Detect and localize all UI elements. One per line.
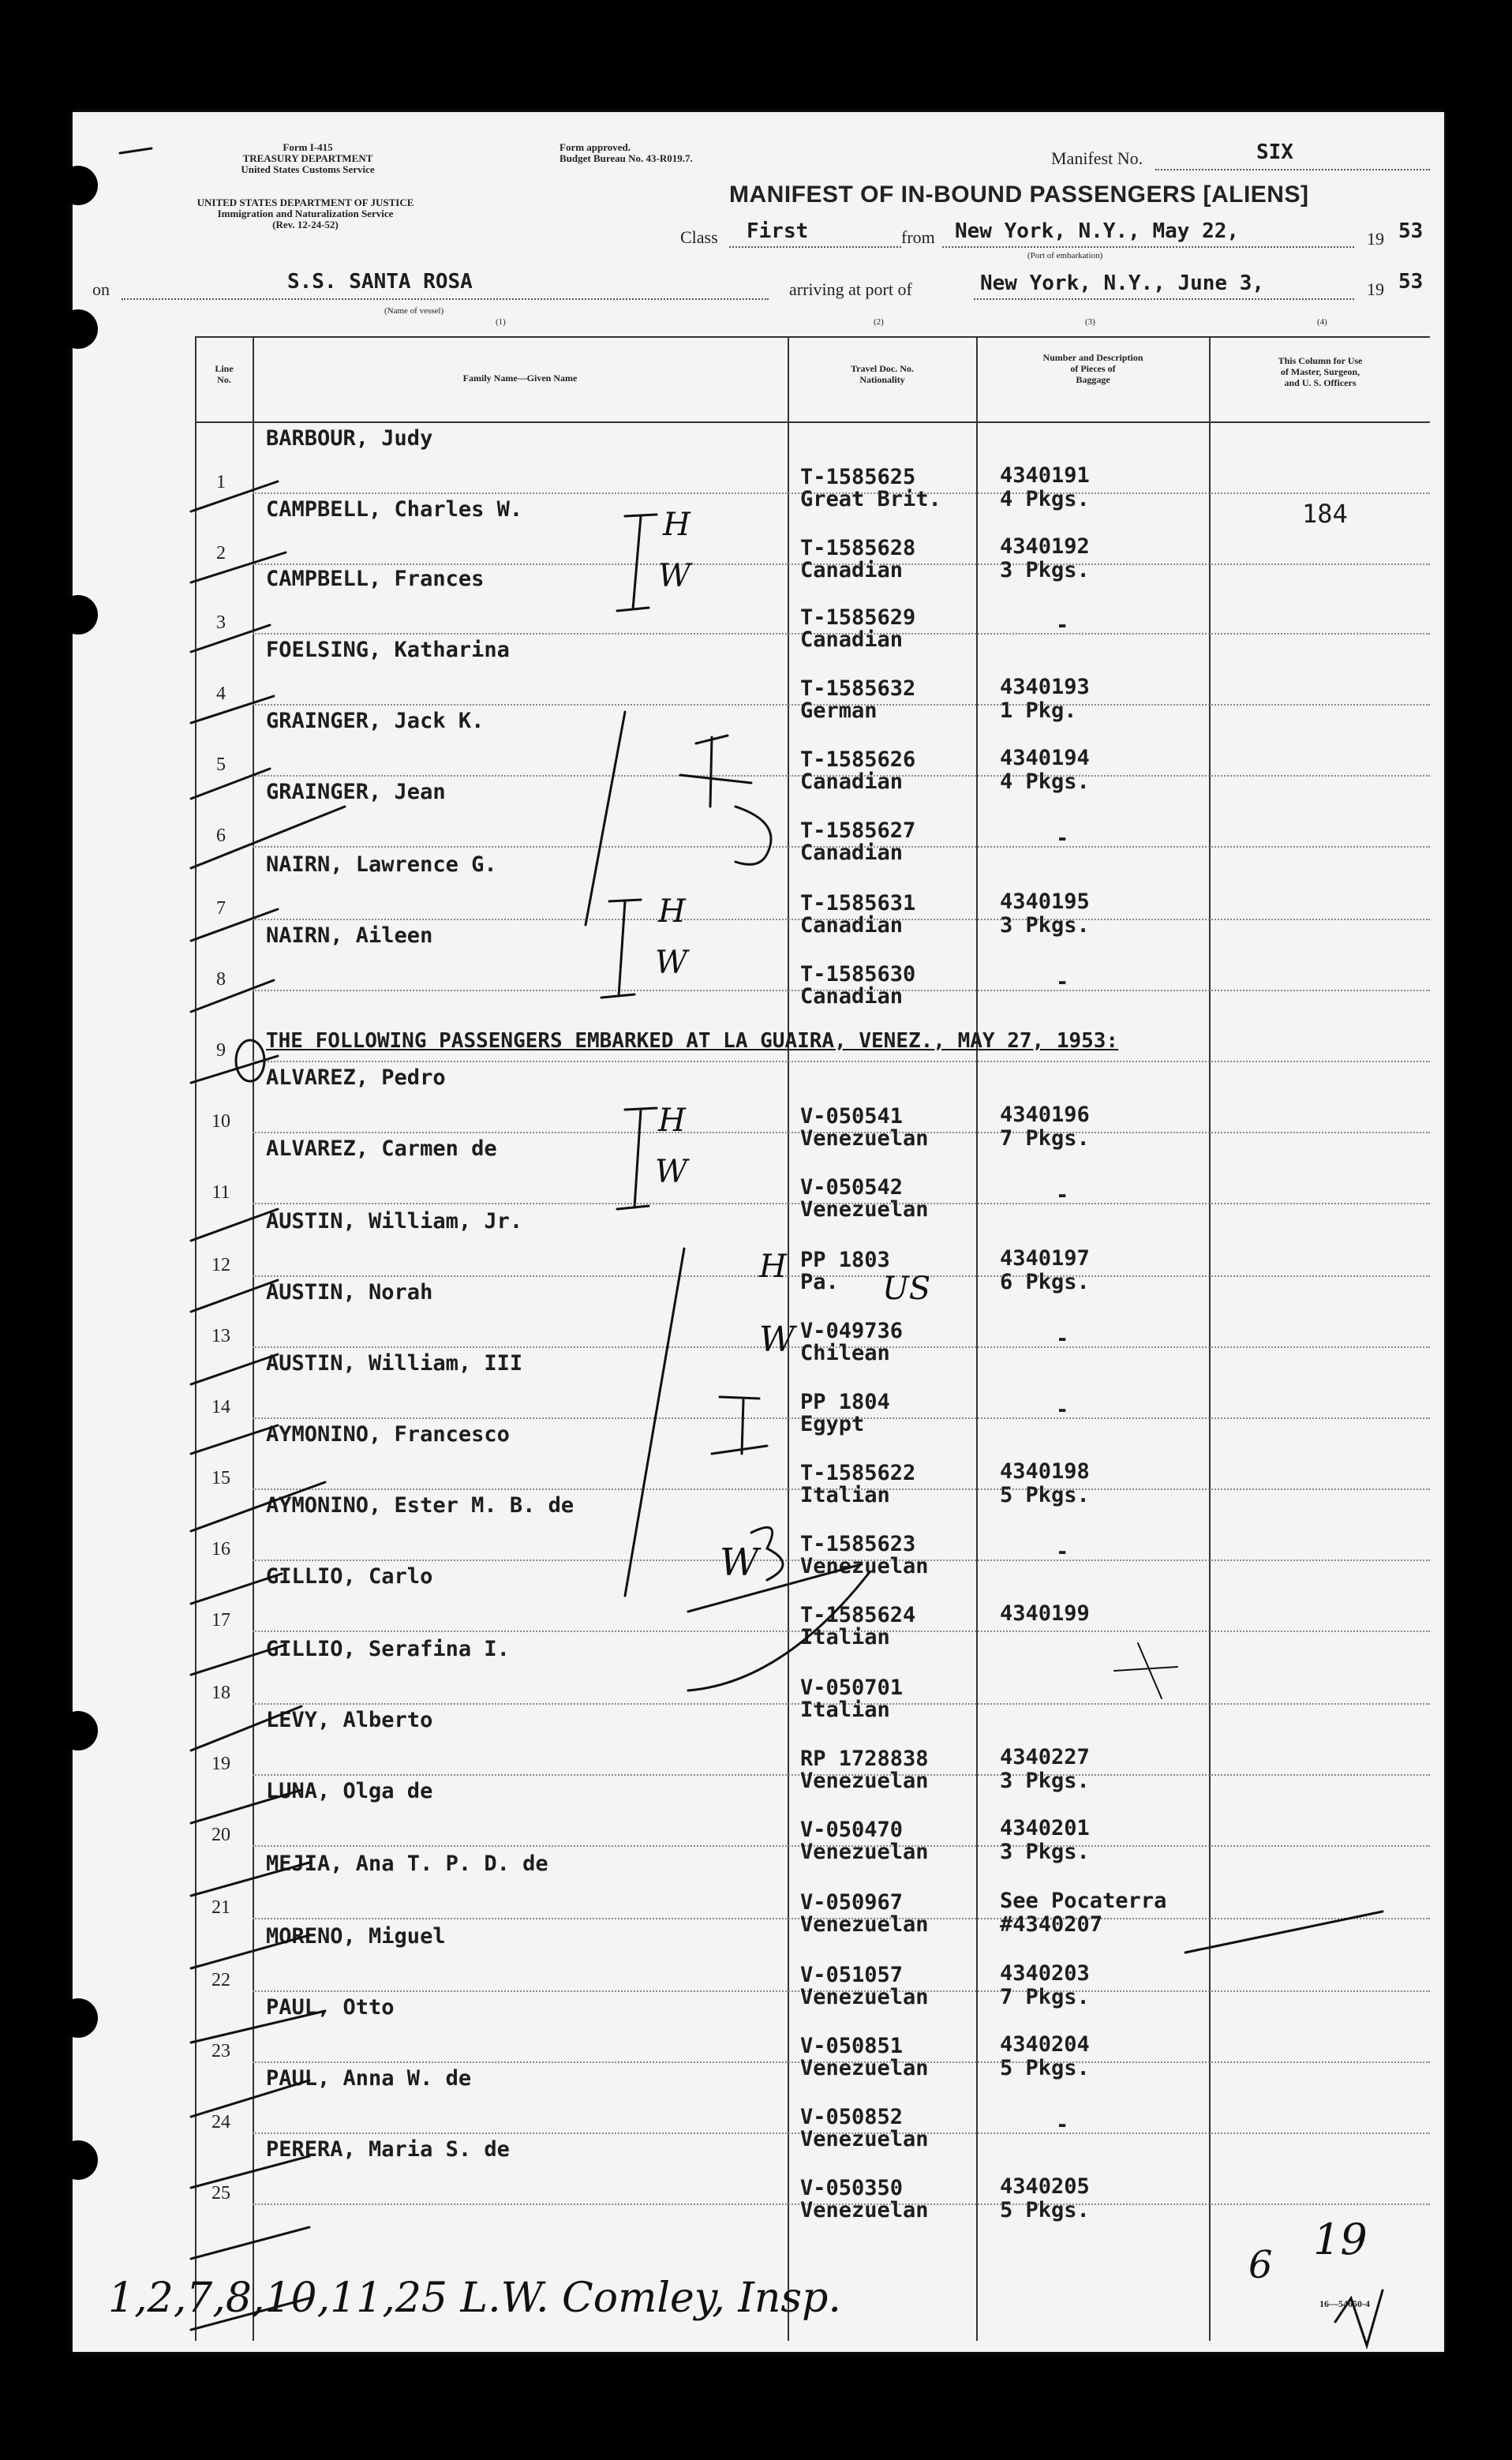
nationality: Egypt [800, 1412, 865, 1436]
arrival-year-prefix: 19 [1367, 279, 1384, 299]
travel-doc-no: T-1585624 [800, 1603, 916, 1627]
check-mark [191, 1209, 278, 1241]
passenger-name: NAIRN, Lawrence G. [266, 852, 497, 877]
justice-dept: UNITED STATES DEPARTMENT OF JUSTICE Immigration and Naturalization Service (Rev. 12-24-52) [196, 197, 414, 230]
travel-doc-no: T-1585626 [800, 747, 916, 772]
travel-doc-no: T-1585627 [800, 818, 916, 843]
pen-stroke [680, 736, 751, 807]
line-number: 16 [211, 1539, 230, 1559]
side-note-19: 19 [1313, 2215, 1368, 2264]
baggage-pieces: 4 Pkgs. [1000, 769, 1090, 794]
check-mark [191, 769, 270, 799]
travel-doc-no: V-050541 [800, 1104, 904, 1129]
passenger-name: MORENO, Miguel [266, 1924, 446, 1949]
ih-mark-w: W [759, 1320, 795, 1360]
nationality: Italian [800, 1483, 890, 1507]
travel-doc-no: T-1585622 [800, 1461, 916, 1485]
line-number: 10 [211, 1111, 230, 1132]
line-number: 4 [216, 683, 226, 704]
inspector-signature: 1,2,7,8,10,11,25 L.W. Comley, Insp. [108, 2275, 841, 2322]
passenger-name: AUSTIN, Norah [266, 1280, 433, 1305]
baggage-pieces: 5 Pkgs. [1000, 2056, 1090, 2080]
check-mark [191, 1354, 278, 1384]
travel-doc-no: T-1585632 [800, 676, 916, 701]
line-number: 19 [211, 1754, 230, 1774]
check-mark [191, 980, 274, 1012]
side-note-6: 6 [1248, 2243, 1273, 2287]
col-header-name: Family Name—Given Name [462, 373, 578, 384]
travel-doc-no: V-051057 [800, 1963, 904, 1987]
from-year: 53 [1398, 219, 1424, 243]
line-number: 5 [216, 754, 226, 775]
nationality: Venezuelan [800, 1912, 929, 1937]
passenger-name: PAUL, Anna W. de [266, 2066, 472, 2091]
nationality: German [800, 698, 878, 723]
travel-doc-no: V-049736 [800, 1319, 904, 1343]
line-number: 9 [216, 1040, 226, 1061]
baggage-number: 4340195 [1000, 889, 1090, 914]
baggage-number: - [1056, 1398, 1069, 1422]
baggage-number: 4340203 [1000, 1961, 1090, 1986]
travel-doc-no: V-050350 [800, 2176, 904, 2200]
line-number: 7 [216, 898, 226, 919]
check-mark [191, 1425, 278, 1454]
passenger-name: ALVAREZ, Carmen de [266, 1136, 497, 1161]
nationality: Chilean [800, 1341, 890, 1365]
nationality: Canadian [800, 984, 904, 1009]
check-mark [191, 909, 278, 941]
baggage-number: 4340201 [1000, 1816, 1090, 1840]
baggage-number: - [1056, 826, 1069, 851]
travel-doc-no: T-1585625 [800, 465, 916, 489]
passenger-name: AYMONINO, Francesco [266, 1422, 510, 1447]
nationality: Canadian [800, 841, 904, 865]
ih-mark-h: H [663, 507, 691, 543]
baggage-pieces: 3 Pkgs. [1000, 558, 1090, 582]
travel-doc-no: PP 1804 [800, 1390, 890, 1414]
line-number: 18 [211, 1683, 230, 1703]
check-mark [191, 2080, 309, 2117]
travel-doc-no: V-050542 [800, 1175, 904, 1200]
baggage-pieces: 3 Pkgs. [1000, 1840, 1090, 1864]
form-id: Form I-415 TREASURY DEPARTMENT United States Customs Service [241, 141, 375, 175]
col-num-2: (2) [874, 317, 884, 327]
baggage-pieces: 7 Pkgs. [1000, 1985, 1090, 2009]
vessel-name: S.S. SANTA ROSA [287, 270, 473, 294]
baggage-number: - [1056, 2113, 1069, 2137]
nationality: Venezuelan [800, 1126, 929, 1151]
pen-stroke [688, 1572, 870, 1691]
line-number: 22 [211, 1970, 230, 1990]
nationality: Venezuelan [800, 2198, 929, 2222]
baggage-number: See Pocaterra [1000, 1889, 1167, 1913]
form-approval: Form approved. Budget Bureau No. 43-R019.7. [560, 141, 693, 164]
line-number: 23 [211, 2041, 230, 2061]
ih-mark-w: W [655, 945, 688, 981]
passenger-name: PAUL, Otto [266, 1995, 395, 2020]
baggage-number: 4340194 [1000, 746, 1090, 770]
col-header-officers: This Column for Use of Master, Surgeon, and U. S. Officers [1278, 355, 1363, 388]
nationality: Venezuelan [800, 1554, 929, 1578]
travel-doc-no: T-1585629 [800, 605, 916, 630]
passenger-name: GRAINGER, Jack K. [266, 709, 485, 733]
pen-stroke [586, 712, 625, 925]
line-number: 12 [211, 1255, 230, 1275]
nationality: Canadian [800, 558, 904, 582]
check-mark [191, 1706, 301, 1750]
baggage-number: 4340198 [1000, 1459, 1090, 1484]
baggage-pieces: #4340207 [1000, 1912, 1103, 1937]
arriving-label: arriving at port of [789, 279, 912, 299]
section-note: THE FOLLOWING PASSENGERS EMBARKED AT LA GUAIRA, VENEZ., MAY 27, 1953: [266, 1029, 1119, 1053]
line-number: 3 [216, 612, 226, 633]
nationality: Great Brit. [800, 487, 941, 511]
i-mark [617, 1108, 657, 1209]
line-number: 20 [211, 1825, 230, 1845]
footer-code: 16—54650-4 [1319, 2298, 1370, 2309]
arrival-port: New York, N.Y., June 3, [980, 271, 1265, 295]
check-mark [191, 2156, 309, 2188]
line-number: 15 [211, 1468, 230, 1488]
on-label: on [92, 279, 110, 299]
check-mark [191, 1935, 309, 1968]
ih-mark-h: H [658, 893, 686, 930]
from-label: from [901, 227, 935, 247]
passenger-name: CAMPBELL, Charles W. [266, 497, 523, 522]
travel-doc-no: V-050470 [800, 1818, 904, 1842]
i-mark [601, 900, 641, 998]
baggage-pieces: 1 Pkg. [1000, 698, 1077, 723]
pen-stroke [1185, 1911, 1383, 1953]
passenger-name: GILLIO, Serafina I. [266, 1637, 510, 1661]
nationality: Italian [800, 1698, 890, 1722]
check-mark [191, 1280, 278, 1312]
check-mark [191, 481, 278, 511]
nationality: Venezuelan [800, 1197, 929, 1222]
passenger-name: CAMPBELL, Frances [266, 567, 485, 591]
travel-doc-no: V-050967 [800, 1890, 904, 1915]
passenger-name: MEJIA, Ana T. P. D. de [266, 1852, 548, 1876]
nationality: Venezuelan [800, 1985, 929, 2009]
line-number: 24 [211, 2112, 230, 2132]
class-value: First [747, 219, 809, 243]
baggage-pieces: 7 Pkgs. [1000, 1126, 1090, 1151]
pen-stroke [712, 1397, 767, 1454]
passenger-name: PERERA, Maria S. de [266, 2137, 510, 2162]
nationality: Italian [800, 1625, 890, 1649]
passenger-name: NAIRN, Aileen [266, 923, 433, 948]
travel-doc-no: PP 1803 [800, 1248, 890, 1272]
baggage-number: 4340204 [1000, 2032, 1090, 2057]
travel-doc-no: V-050852 [800, 2105, 904, 2129]
line-number: 13 [211, 1326, 230, 1346]
passenger-name: AUSTIN, William, III [266, 1351, 523, 1376]
travel-doc-no: T-1585630 [800, 962, 916, 987]
col-num-4: (4) [1317, 317, 1327, 327]
passenger-name: GILLIO, Carlo [266, 1564, 433, 1589]
pen-stroke [625, 1249, 684, 1596]
ih-mark-w: W [720, 1541, 759, 1585]
check-mark [191, 1645, 286, 1675]
check-mark [191, 552, 286, 582]
line-number: 14 [211, 1397, 230, 1417]
line-number: 17 [211, 1610, 230, 1631]
col-num-1: (1) [496, 317, 506, 327]
nationality: Canadian [800, 769, 904, 794]
manifest-page [73, 112, 1444, 2352]
check-mark [191, 696, 274, 723]
baggage-number: - [1056, 970, 1069, 994]
baggage-number: 4340199 [1000, 1601, 1090, 1626]
col-header-baggage: Number and Description of Pieces of Baggage [1042, 352, 1143, 385]
class-label: Class [680, 227, 718, 247]
check-mark [191, 807, 345, 868]
baggage-number: 4340193 [1000, 675, 1090, 699]
nationality: Venezuelan [800, 2056, 929, 2080]
travel-doc-no: T-1585628 [800, 536, 916, 560]
baggage-number: 4340205 [1000, 2174, 1090, 2199]
check-mark [191, 1574, 282, 1604]
arrival-year: 53 [1398, 270, 1424, 294]
passenger-name: GRAINGER, Jean [266, 780, 446, 804]
line-number: 11 [211, 1182, 230, 1203]
nationality: Venezuelan [800, 1840, 929, 1864]
passenger-name: BARBOUR, Judy [266, 426, 433, 451]
manifest-no-label: Manifest No. [1051, 148, 1143, 168]
baggage-number: 4340196 [1000, 1103, 1090, 1127]
officer-note: 184 [1302, 499, 1348, 529]
passenger-name: AYMONINO, Ester M. B. de [266, 1493, 574, 1518]
passenger-name: LEVY, Alberto [266, 1708, 433, 1732]
pen-stroke [735, 807, 771, 864]
vessel-caption: (Name of vessel) [384, 306, 444, 316]
baggage-pieces: 3 Pkgs. [1000, 1769, 1090, 1793]
line-number: 25 [211, 2183, 230, 2204]
passenger-name: FOELSING, Katharina [266, 638, 510, 662]
baggage-number: - [1056, 1327, 1069, 1351]
col-num-3: (3) [1085, 317, 1095, 327]
baggage-pieces: 5 Pkgs. [1000, 1483, 1090, 1507]
baggage-pieces: 4 Pkgs. [1000, 487, 1090, 511]
check-mark [191, 1482, 325, 1531]
baggage-pieces: 3 Pkgs. [1000, 913, 1090, 938]
ih-mark-w: W [655, 1154, 688, 1190]
pen-stroke [688, 1564, 862, 1612]
baggage-pieces: 5 Pkgs. [1000, 2198, 1090, 2222]
ih-mark-h: H [759, 1249, 787, 1285]
travel-doc-no: RP 1728838 [800, 1747, 929, 1771]
baggage-pieces: 6 Pkgs. [1000, 1270, 1090, 1294]
nationality: Venezuelan [800, 2127, 929, 2151]
nationality: Canadian [800, 627, 904, 652]
pen-tick [120, 148, 152, 153]
travel-doc-no: T-1585623 [800, 1532, 916, 1556]
col-header-line-no: Line No. [215, 363, 234, 385]
baggage-number: 4340197 [1000, 1246, 1090, 1271]
ih-mark-h: H [658, 1103, 686, 1139]
handwriting-layer [73, 112, 1444, 2352]
from-year-prefix: 19 [1367, 229, 1384, 249]
nationality: Pa. [800, 1270, 839, 1294]
line-number: 1 [216, 472, 226, 492]
manifest-title: MANIFEST OF IN-BOUND PASSENGERS [ALIENS] [729, 182, 1309, 208]
us-note: US [882, 1271, 931, 1307]
line-number: 6 [216, 826, 226, 846]
check-mark [191, 1863, 309, 1896]
baggage-number: 4340191 [1000, 463, 1090, 488]
ih-mark-w: W [658, 558, 691, 594]
passenger-name: LUNA, Olga de [266, 1779, 433, 1803]
i-mark [617, 515, 657, 611]
baggage-number: - [1056, 613, 1069, 638]
baggage-number: 4340227 [1000, 1745, 1090, 1769]
col-header-doc: Travel Doc. No. Nationality [851, 363, 914, 385]
passenger-name: ALVAREZ, Pedro [266, 1065, 446, 1090]
check-mark [191, 2227, 309, 2259]
baggage-number: 4340192 [1000, 534, 1090, 559]
manifest-no: SIX [1256, 140, 1293, 164]
from-port: New York, N.Y., May 22, [955, 219, 1240, 243]
travel-doc-no: V-050701 [800, 1676, 904, 1700]
nationality: Canadian [800, 913, 904, 938]
baggage-number: - [1056, 1183, 1069, 1208]
check-mark [191, 625, 270, 652]
pen-stroke [1114, 1643, 1177, 1698]
line-number: 21 [211, 1897, 230, 1918]
baggage-number: - [1056, 1540, 1069, 1564]
travel-doc-no: V-050851 [800, 2034, 904, 2058]
nationality: Venezuelan [800, 1769, 929, 1793]
travel-doc-no: T-1585631 [800, 891, 916, 915]
line-number: 8 [216, 969, 226, 990]
check-mark [191, 2011, 325, 2043]
line-number: 2 [216, 543, 226, 564]
port-embark-caption: (Port of embarkation) [1027, 251, 1103, 260]
passenger-name: AUSTIN, William, Jr. [266, 1209, 523, 1234]
check-mark [191, 1790, 301, 1823]
